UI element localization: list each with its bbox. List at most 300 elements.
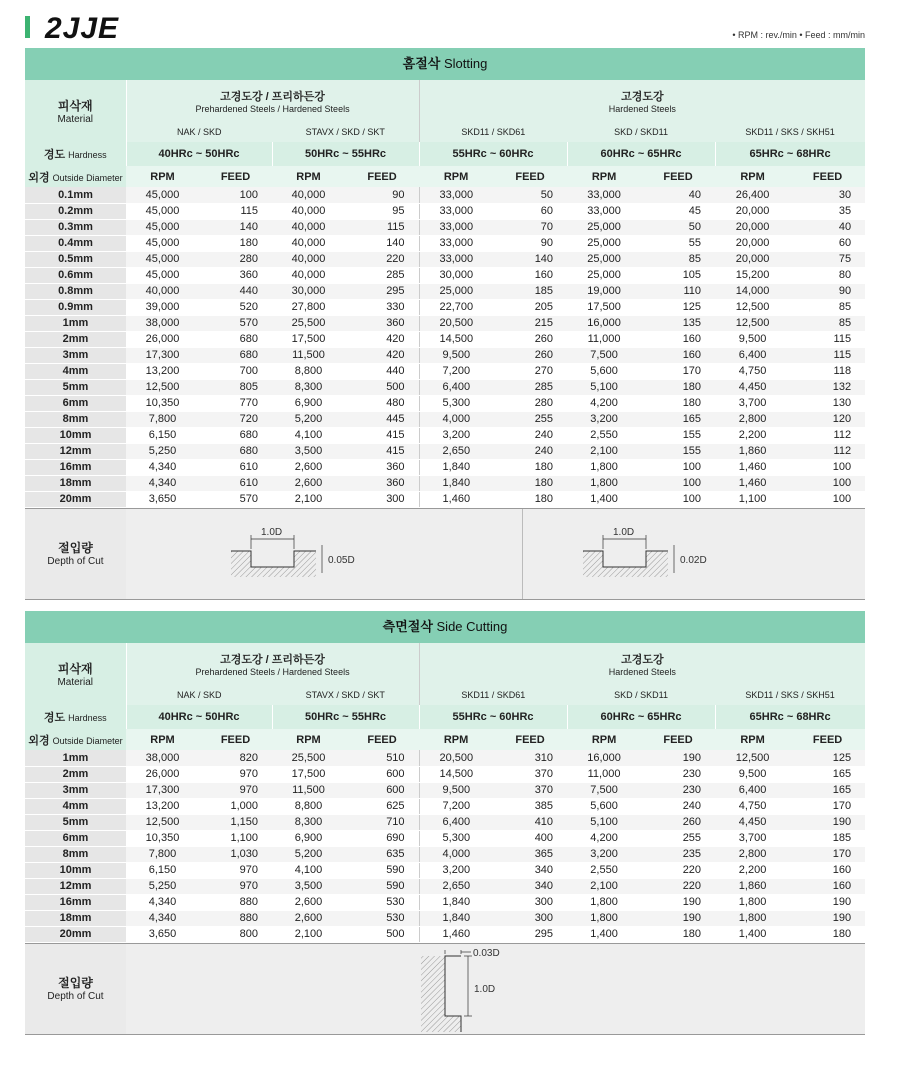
table-row [25, 766, 865, 782]
slot-depth-label: 0.05D [328, 554, 355, 566]
feed-cell: 190 [790, 814, 865, 830]
rpm-cell: 33,000 [419, 251, 493, 267]
rpm-cell: 15,200 [715, 267, 790, 283]
table-row [25, 331, 865, 347]
feed-cell: 420 [345, 331, 419, 347]
feed-cell: 635 [345, 846, 419, 862]
table-row [25, 203, 865, 219]
diameter-cell: 8mm [25, 411, 126, 427]
feed-cell: 1,100 [199, 830, 272, 846]
rpm-cell: 1,860 [715, 443, 790, 459]
feed-cell: 970 [199, 878, 272, 894]
rpm-cell: 33,000 [419, 203, 493, 219]
rpm-cell: 25,000 [419, 283, 493, 299]
rpm-cell: 5,100 [567, 379, 641, 395]
feed-cell: 415 [345, 427, 419, 443]
feed-cell: 625 [345, 798, 419, 814]
rpm-cell: 2,550 [567, 862, 641, 878]
feed-cell: 90 [493, 235, 567, 251]
rpm-cell: 8,800 [272, 798, 345, 814]
rpm-header: RPM [419, 729, 493, 750]
rpm-cell: 45,000 [126, 219, 199, 235]
rpm-cell: 17,500 [567, 299, 641, 315]
rpm-cell: 25,000 [567, 267, 641, 283]
rpm-cell: 1,840 [419, 894, 493, 910]
diameter-cell: 0.9mm [25, 299, 126, 315]
feed-cell: 370 [493, 782, 567, 798]
hardness-row [25, 142, 865, 166]
feed-cell: 700 [199, 363, 272, 379]
rpm-cell: 14,500 [419, 331, 493, 347]
rpm-cell: 7,500 [567, 782, 641, 798]
diameter-cell: 0.6mm [25, 267, 126, 283]
section-title-ko: 홈절삭 [402, 56, 441, 71]
rpm-cell: 9,500 [419, 347, 493, 363]
rpm-cell: 3,700 [715, 395, 790, 411]
rpm-cell: 11,500 [272, 347, 345, 363]
rpm-cell: 16,000 [567, 315, 641, 331]
feed-cell: 240 [493, 443, 567, 459]
rpm-cell: 40,000 [272, 187, 345, 203]
feed-cell: 820 [199, 750, 272, 766]
feed-cell: 590 [345, 878, 419, 894]
rpm-cell: 12,500 [715, 299, 790, 315]
diameter-cell: 2mm [25, 766, 126, 782]
feed-cell: 280 [199, 251, 272, 267]
feed-cell: 125 [641, 299, 715, 315]
rpm-cell: 4,340 [126, 894, 199, 910]
rpm-cell: 5,600 [567, 798, 641, 814]
feed-cell: 90 [345, 187, 419, 203]
feed-header: FEED [345, 729, 419, 750]
rpm-cell: 1,840 [419, 910, 493, 926]
rpm-cell: 25,000 [567, 251, 641, 267]
hardness-value: 60HRc ~ 65HRc [567, 705, 715, 729]
table-row [25, 411, 865, 427]
feed-cell: 160 [790, 878, 865, 894]
feed-cell: 260 [641, 814, 715, 830]
feed-cell: 805 [199, 379, 272, 395]
table-row [25, 299, 865, 315]
rpm-cell: 1,800 [567, 894, 641, 910]
feed-cell: 610 [199, 475, 272, 491]
diameter-cell: 0.1mm [25, 187, 126, 203]
doc-label [25, 944, 126, 1034]
feed-cell: 285 [345, 267, 419, 283]
rpm-cell: 1,400 [567, 491, 641, 507]
feed-cell: 880 [199, 894, 272, 910]
feed-cell: 110 [641, 283, 715, 299]
feed-cell: 360 [345, 459, 419, 475]
feed-cell: 160 [790, 862, 865, 878]
rpm-cell: 4,340 [126, 910, 199, 926]
feed-cell: 285 [493, 379, 567, 395]
sub-material: SKD11 / SKD61 [419, 685, 567, 705]
feed-header: FEED [641, 166, 715, 187]
feed-cell: 880 [199, 910, 272, 926]
feed-cell: 600 [345, 782, 419, 798]
rpm-cell: 9,500 [715, 331, 790, 347]
side-cutting-table [25, 643, 866, 943]
diameter-cell: 4mm [25, 363, 126, 379]
rpm-cell: 1,800 [715, 894, 790, 910]
section-title-en: Slotting [443, 56, 488, 71]
rpm-cell: 5,200 [272, 411, 345, 427]
rpm-cell: 40,000 [126, 283, 199, 299]
diameter-cell: 3mm [25, 782, 126, 798]
feed-cell: 180 [641, 379, 715, 395]
feed-cell: 260 [493, 331, 567, 347]
feed-cell: 680 [199, 347, 272, 363]
feed-cell: 970 [199, 862, 272, 878]
feed-cell: 970 [199, 766, 272, 782]
rpm-cell: 6,400 [715, 347, 790, 363]
rpm-header: RPM [567, 166, 641, 187]
rpm-header: RPM [126, 166, 199, 187]
feed-cell: 170 [641, 363, 715, 379]
feed-cell: 600 [345, 766, 419, 782]
feed-cell: 300 [493, 910, 567, 926]
rpm-cell: 6,400 [419, 379, 493, 395]
rpm-cell: 5,600 [567, 363, 641, 379]
feed-header: FEED [790, 166, 865, 187]
hardness-value: 50HRc ~ 55HRc [272, 705, 419, 729]
radial-depth-label: 0.03D [473, 947, 500, 959]
side-cutting-section [25, 611, 865, 1035]
group-en: Prehardened Steels / Hardened Steels [195, 104, 350, 114]
feed-header: FEED [641, 729, 715, 750]
rpm-cell: 2,100 [272, 491, 345, 507]
feed-cell: 190 [641, 750, 715, 766]
feed-cell: 100 [790, 491, 865, 507]
rpm-cell: 40,000 [272, 219, 345, 235]
rpm-cell: 4,340 [126, 475, 199, 491]
od-label [25, 729, 126, 750]
table-row [25, 363, 865, 379]
feed-cell: 400 [493, 830, 567, 846]
feed-cell: 118 [790, 363, 865, 379]
side-cut-diagram [416, 946, 536, 1034]
feed-cell: 385 [493, 798, 567, 814]
doc-label [25, 509, 126, 599]
rpm-cell: 5,300 [419, 395, 493, 411]
feed-cell: 100 [641, 459, 715, 475]
feed-cell: 1,000 [199, 798, 272, 814]
slot-diagram-right [578, 523, 728, 583]
sub-material: SKD11 / SKD61 [419, 122, 567, 142]
table-row [25, 283, 865, 299]
hardness-value: 50HRc ~ 55HRc [272, 142, 419, 166]
page-header [25, 10, 865, 44]
rpm-cell: 5,250 [126, 443, 199, 459]
table-row [25, 187, 865, 203]
diameter-cell: 0.8mm [25, 283, 126, 299]
diameter-cell: 12mm [25, 443, 126, 459]
od-label-ko: 외경 [28, 734, 50, 747]
rpm-cell: 3,650 [126, 926, 199, 942]
feed-cell: 260 [493, 347, 567, 363]
rpm-cell: 25,500 [272, 750, 345, 766]
slotting-table [25, 80, 866, 508]
hardness-label [25, 705, 126, 729]
rpm-cell: 33,000 [567, 187, 641, 203]
diameter-cell: 4mm [25, 798, 126, 814]
diameter-cell: 20mm [25, 926, 126, 942]
rpm-cell: 7,200 [419, 798, 493, 814]
feed-header: FEED [345, 166, 419, 187]
feed-cell: 610 [199, 459, 272, 475]
table-row [25, 750, 865, 766]
feed-cell: 340 [493, 878, 567, 894]
sub-material-row [25, 685, 865, 705]
feed-cell: 90 [790, 283, 865, 299]
table-row [25, 427, 865, 443]
feed-cell: 680 [199, 331, 272, 347]
rpm-cell: 2,100 [567, 443, 641, 459]
rpm-cell: 13,200 [126, 798, 199, 814]
feed-cell: 35 [790, 203, 865, 219]
feed-cell: 230 [641, 766, 715, 782]
feed-cell: 300 [493, 894, 567, 910]
feed-cell: 115 [790, 347, 865, 363]
rpm-cell: 9,500 [715, 766, 790, 782]
feed-cell: 115 [345, 219, 419, 235]
diameter-cell: 16mm [25, 894, 126, 910]
rpm-cell: 1,460 [715, 475, 790, 491]
feed-cell: 220 [641, 878, 715, 894]
feed-cell: 60 [790, 235, 865, 251]
sub-material: STAVX / SKD / SKT [272, 122, 419, 142]
table-row [25, 926, 865, 942]
hardness-label-en: Hardness [68, 150, 107, 160]
od-label-ko: 외경 [28, 171, 50, 184]
table-row [25, 475, 865, 491]
rpm-cell: 20,500 [419, 315, 493, 331]
feed-cell: 125 [790, 750, 865, 766]
rpm-header: RPM [715, 729, 790, 750]
rpm-cell: 4,000 [419, 846, 493, 862]
product-code: 2JJE [45, 12, 120, 45]
feed-cell: 100 [790, 459, 865, 475]
feed-header: FEED [199, 166, 272, 187]
doc-area [126, 944, 865, 1034]
diameter-cell: 18mm [25, 910, 126, 926]
hardness-label-ko: 경도 [43, 712, 66, 724]
rpm-cell: 6,900 [272, 395, 345, 411]
rpm-cell: 33,000 [419, 219, 493, 235]
feed-cell: 680 [199, 443, 272, 459]
diameter-cell: 5mm [25, 379, 126, 395]
feed-cell: 115 [790, 331, 865, 347]
feed-cell: 185 [493, 283, 567, 299]
feed-cell: 40 [641, 187, 715, 203]
diameter-cell: 0.5mm [25, 251, 126, 267]
rpm-cell: 2,100 [567, 878, 641, 894]
rpm-cell: 1,460 [715, 459, 790, 475]
material-label [25, 643, 126, 705]
rpm-cell: 33,000 [567, 203, 641, 219]
rpm-header: RPM [272, 166, 345, 187]
feed-cell: 60 [493, 203, 567, 219]
rpm-cell: 1,800 [715, 910, 790, 926]
feed-cell: 85 [790, 299, 865, 315]
table-row [25, 782, 865, 798]
hardness-label [25, 142, 126, 166]
group-ko: 고경도강 / 프리하든강 [220, 91, 325, 103]
feed-cell: 590 [345, 862, 419, 878]
table-row [25, 443, 865, 459]
rpm-cell: 9,500 [419, 782, 493, 798]
doc-label-ko: 절입량 [58, 975, 93, 990]
feed-cell: 95 [345, 203, 419, 219]
feed-cell: 720 [199, 411, 272, 427]
rpm-cell: 33,000 [419, 235, 493, 251]
rpm-cell: 1,460 [419, 491, 493, 507]
feed-cell: 410 [493, 814, 567, 830]
units-note: • RPM : rev./min • Feed : mm/min [732, 30, 865, 40]
hardness-value: 60HRc ~ 65HRc [567, 142, 715, 166]
rpm-cell: 1,840 [419, 459, 493, 475]
rpm-cell: 26,400 [715, 187, 790, 203]
rpm-cell: 11,000 [567, 331, 641, 347]
feed-cell: 340 [493, 862, 567, 878]
diameter-cell: 18mm [25, 475, 126, 491]
table-row [25, 267, 865, 283]
rpm-cell: 6,150 [126, 862, 199, 878]
rpm-cell: 4,100 [272, 427, 345, 443]
hardness-value: 55HRc ~ 60HRc [419, 705, 567, 729]
hardness-value: 40HRc ~ 50HRc [126, 142, 272, 166]
od-label-en: Outside Diameter [52, 172, 123, 183]
feed-cell: 215 [493, 315, 567, 331]
sub-material: SKD / SKD11 [567, 122, 715, 142]
sub-material: SKD / SKD11 [567, 685, 715, 705]
slotting-data [25, 187, 865, 507]
rpm-cell: 20,000 [715, 235, 790, 251]
feed-cell: 165 [790, 766, 865, 782]
rpm-cell: 38,000 [126, 750, 199, 766]
depth-of-cut-row [25, 943, 865, 1035]
rpm-cell: 20,000 [715, 203, 790, 219]
table-row [25, 910, 865, 926]
hardness-value: 40HRc ~ 50HRc [126, 705, 272, 729]
material-label [25, 80, 126, 142]
table-row [25, 830, 865, 846]
rpm-cell: 30,000 [272, 283, 345, 299]
feed-cell: 570 [199, 491, 272, 507]
feed-cell: 50 [641, 219, 715, 235]
feed-cell: 40 [790, 219, 865, 235]
rpm-cell: 25,000 [567, 235, 641, 251]
feed-cell: 170 [790, 846, 865, 862]
sub-material: STAVX / SKD / SKT [272, 685, 419, 705]
group-en: Hardened Steels [608, 104, 676, 114]
rpm-cell: 7,800 [126, 411, 199, 427]
feed-cell: 710 [345, 814, 419, 830]
feed-cell: 530 [345, 910, 419, 926]
side-cutting-data [25, 750, 865, 942]
feed-cell: 295 [493, 926, 567, 942]
material-label-ko: 피삭재 [57, 662, 93, 676]
feed-cell: 75 [790, 251, 865, 267]
column-header-row [25, 729, 865, 750]
group-ko: 고경도강 [621, 654, 664, 666]
rpm-cell: 4,100 [272, 862, 345, 878]
rpm-cell: 5,100 [567, 814, 641, 830]
rpm-cell: 45,000 [126, 267, 199, 283]
feed-cell: 970 [199, 782, 272, 798]
section-title-ko: 측면절삭 [382, 619, 433, 634]
material-row [25, 643, 865, 685]
feed-cell: 190 [641, 894, 715, 910]
feed-cell: 220 [345, 251, 419, 267]
feed-cell: 50 [493, 187, 567, 203]
rpm-cell: 33,000 [419, 187, 493, 203]
hardness-label-en: Hardness [68, 713, 107, 723]
rpm-cell: 45,000 [126, 187, 199, 203]
feed-cell: 270 [493, 363, 567, 379]
rpm-cell: 4,340 [126, 459, 199, 475]
doc-divider [522, 509, 523, 599]
rpm-cell: 4,450 [715, 814, 790, 830]
material-row [25, 80, 865, 122]
rpm-cell: 10,350 [126, 395, 199, 411]
rpm-cell: 3,200 [419, 862, 493, 878]
table-row [25, 862, 865, 878]
rpm-cell: 20,500 [419, 750, 493, 766]
rpm-cell: 1,800 [567, 475, 641, 491]
feed-cell: 100 [199, 187, 272, 203]
feed-cell: 140 [345, 235, 419, 251]
group-ko: 고경도강 / 프리하든강 [220, 654, 325, 666]
feed-cell: 500 [345, 379, 419, 395]
feed-header: FEED [493, 166, 567, 187]
rpm-cell: 2,800 [715, 846, 790, 862]
rpm-cell: 3,500 [272, 878, 345, 894]
rpm-cell: 40,000 [272, 267, 345, 283]
slotting-section [25, 48, 865, 600]
table-row [25, 315, 865, 331]
rpm-cell: 4,750 [715, 798, 790, 814]
diameter-cell: 10mm [25, 862, 126, 878]
feed-cell: 510 [345, 750, 419, 766]
feed-cell: 440 [199, 283, 272, 299]
rpm-cell: 1,800 [567, 459, 641, 475]
rpm-cell: 6,400 [715, 782, 790, 798]
table-row [25, 846, 865, 862]
table-row [25, 894, 865, 910]
rpm-cell: 3,650 [126, 491, 199, 507]
rpm-cell: 39,000 [126, 299, 199, 315]
doc-label-en: Depth of Cut [47, 990, 104, 1002]
rpm-cell: 20,000 [715, 219, 790, 235]
rpm-cell: 1,860 [715, 878, 790, 894]
diameter-cell: 8mm [25, 846, 126, 862]
sub-material: NAK / SKD [126, 685, 272, 705]
table-row [25, 814, 865, 830]
table-row [25, 235, 865, 251]
diameter-cell: 16mm [25, 459, 126, 475]
feed-cell: 180 [199, 235, 272, 251]
rpm-cell: 7,200 [419, 363, 493, 379]
feed-cell: 115 [199, 203, 272, 219]
rpm-cell: 1,400 [715, 926, 790, 942]
rpm-cell: 22,700 [419, 299, 493, 315]
feed-cell: 170 [790, 798, 865, 814]
feed-cell: 130 [790, 395, 865, 411]
feed-cell: 280 [493, 395, 567, 411]
rpm-cell: 11,500 [272, 782, 345, 798]
